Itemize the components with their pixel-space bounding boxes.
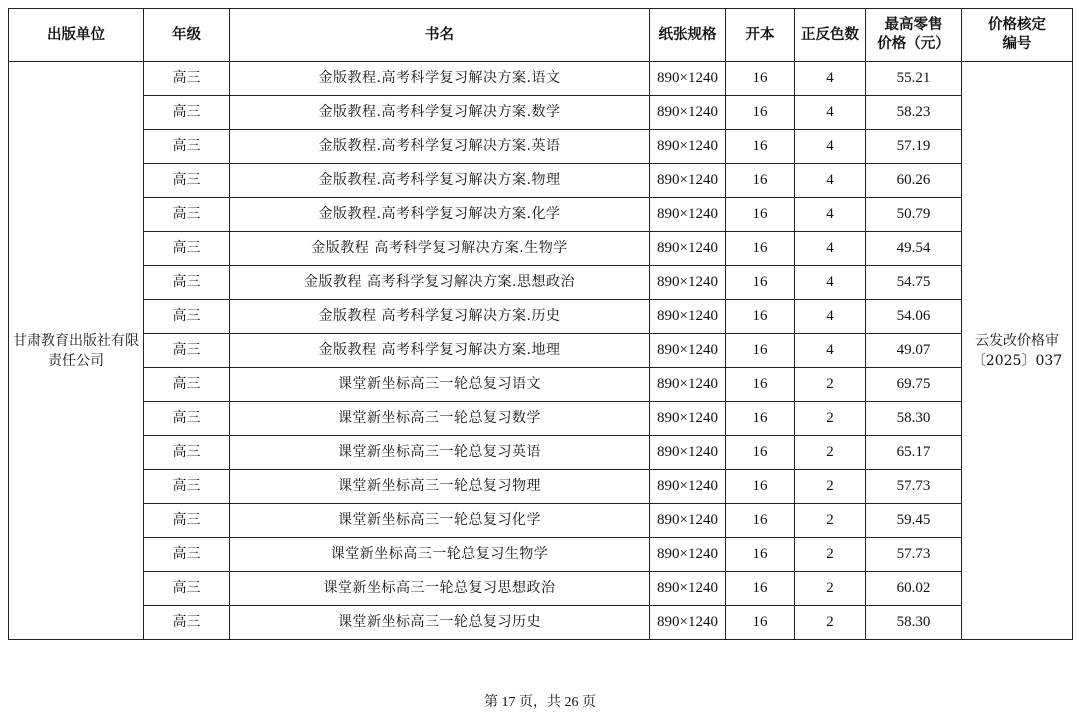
grade-cell: 高三 [144,368,230,402]
format-cell: 16 [726,538,795,572]
book-title-cell: 金版教程.高考科学复习解决方案.物理 [230,164,650,198]
page-footer: 第 17 页，共 26 页 [484,695,596,710]
table-row [9,334,1073,368]
colors-cell: 4 [795,96,866,130]
paper-size-cell: 890×1240 [650,606,726,640]
book-title-cell: 课堂新坐标高三一轮总复习化学 [230,504,650,538]
paper-size-cell: 890×1240 [650,96,726,130]
price-cell: 60.26 [866,164,962,198]
colors-cell: 4 [795,198,866,232]
paper-size-cell: 890×1240 [650,130,726,164]
price-cell: 65.17 [866,436,962,470]
price-cell: 54.75 [866,266,962,300]
price-cell: 49.54 [866,232,962,266]
book-title-cell: 金版教程 高考科学复习解决方案.生物学 [230,232,650,266]
paper-size-cell: 890×1240 [650,300,726,334]
colors-cell: 2 [795,606,866,640]
price-cell: 58.30 [866,402,962,436]
paper-size-cell: 890×1240 [650,198,726,232]
table-row [9,538,1073,572]
format-cell: 16 [726,96,795,130]
header-title: 书名 [230,9,650,62]
paper-size-cell: 890×1240 [650,266,726,300]
format-cell: 16 [726,300,795,334]
book-title-cell: 金版教程 高考科学复习解决方案.地理 [230,334,650,368]
grade-cell: 高三 [144,164,230,198]
price-table [8,8,1073,640]
colors-cell: 2 [795,436,866,470]
format-cell: 16 [726,62,795,96]
book-title-cell: 金版教程 高考科学复习解决方案.历史 [230,300,650,334]
colors-cell: 4 [795,300,866,334]
format-cell: 16 [726,368,795,402]
grade-cell: 高三 [144,232,230,266]
book-title-cell: 课堂新坐标高三一轮总复习数学 [230,402,650,436]
colors-cell: 4 [795,232,866,266]
colors-cell: 2 [795,504,866,538]
format-cell: 16 [726,334,795,368]
colors-cell: 4 [795,266,866,300]
grade-cell: 高三 [144,470,230,504]
price-cell: 58.30 [866,606,962,640]
header-approval-no: 价格核定 编号 [962,9,1073,62]
grade-cell: 高三 [144,96,230,130]
grade-cell: 高三 [144,402,230,436]
grade-cell: 高三 [144,62,230,96]
header-max-price: 最高零售 价格（元） [866,9,962,62]
paper-size-cell: 890×1240 [650,164,726,198]
table-row [9,130,1073,164]
price-cell: 50.79 [866,198,962,232]
book-title-cell: 金版教程 高考科学复习解决方案.思想政治 [230,266,650,300]
book-title-cell: 课堂新坐标高三一轮总复习生物学 [230,538,650,572]
table-row [9,368,1073,402]
header-colors: 正反色数 [795,9,866,62]
grade-cell: 高三 [144,572,230,606]
colors-cell: 2 [795,368,866,402]
book-title-cell: 课堂新坐标高三一轮总复习历史 [230,606,650,640]
paper-size-cell: 890×1240 [650,538,726,572]
colors-cell: 4 [795,334,866,368]
table-row [9,164,1073,198]
header-grade: 年级 [144,9,230,62]
format-cell: 16 [726,606,795,640]
price-cell: 54.06 [866,300,962,334]
header-publisher: 出版单位 [9,9,144,62]
paper-size-cell: 890×1240 [650,572,726,606]
paper-size-cell: 890×1240 [650,368,726,402]
format-cell: 16 [726,266,795,300]
format-cell: 16 [726,470,795,504]
paper-size-cell: 890×1240 [650,334,726,368]
table-row [9,232,1073,266]
book-title-cell: 金版教程.高考科学复习解决方案.数学 [230,96,650,130]
publisher-cell: 甘肃教育出版社有限责任公司 [9,62,144,640]
table-row [9,62,1073,96]
grade-cell: 高三 [144,436,230,470]
colors-cell: 2 [795,538,866,572]
colors-cell: 2 [795,402,866,436]
format-cell: 16 [726,232,795,266]
format-cell: 16 [726,572,795,606]
table-row [9,402,1073,436]
table-row [9,606,1073,640]
grade-cell: 高三 [144,606,230,640]
table-row [9,266,1073,300]
grade-cell: 高三 [144,300,230,334]
price-cell: 57.73 [866,470,962,504]
paper-size-cell: 890×1240 [650,504,726,538]
table-row [9,470,1073,504]
paper-size-cell: 890×1240 [650,232,726,266]
grade-cell: 高三 [144,266,230,300]
format-cell: 16 [726,504,795,538]
table-body [9,62,1073,640]
format-cell: 16 [726,436,795,470]
colors-cell: 2 [795,470,866,504]
paper-size-cell: 890×1240 [650,436,726,470]
table-row [9,198,1073,232]
book-title-cell: 金版教程.高考科学复习解决方案.化学 [230,198,650,232]
grade-cell: 高三 [144,198,230,232]
paper-size-cell: 890×1240 [650,62,726,96]
colors-cell: 4 [795,164,866,198]
colors-cell: 2 [795,572,866,606]
grade-cell: 高三 [144,504,230,538]
grade-cell: 高三 [144,538,230,572]
price-cell: 57.19 [866,130,962,164]
grade-cell: 高三 [144,130,230,164]
format-cell: 16 [726,164,795,198]
price-cell: 49.07 [866,334,962,368]
price-cell: 55.21 [866,62,962,96]
table-row [9,96,1073,130]
grade-cell: 高三 [144,334,230,368]
approval-no-cell: 云发改价格审〔2025〕037 [962,62,1073,640]
table-row [9,300,1073,334]
book-title-cell: 金版教程.高考科学复习解决方案.英语 [230,130,650,164]
colors-cell: 4 [795,130,866,164]
price-cell: 69.75 [866,368,962,402]
paper-size-cell: 890×1240 [650,470,726,504]
price-cell: 57.73 [866,538,962,572]
price-cell: 58.23 [866,96,962,130]
header-row [9,9,1073,62]
table-row [9,572,1073,606]
header-format: 开本 [726,9,795,62]
book-title-cell: 课堂新坐标高三一轮总复习英语 [230,436,650,470]
book-title-cell: 金版教程.高考科学复习解决方案.语文 [230,62,650,96]
table-row [9,436,1073,470]
book-title-cell: 课堂新坐标高三一轮总复习思想政治 [230,572,650,606]
colors-cell: 4 [795,62,866,96]
header-paper-size: 纸张规格 [650,9,726,62]
format-cell: 16 [726,198,795,232]
paper-size-cell: 890×1240 [650,402,726,436]
table-row [9,504,1073,538]
book-title-cell: 课堂新坐标高三一轮总复习语文 [230,368,650,402]
book-title-cell: 课堂新坐标高三一轮总复习物理 [230,470,650,504]
format-cell: 16 [726,402,795,436]
format-cell: 16 [726,130,795,164]
price-cell: 60.02 [866,572,962,606]
price-cell: 59.45 [866,504,962,538]
